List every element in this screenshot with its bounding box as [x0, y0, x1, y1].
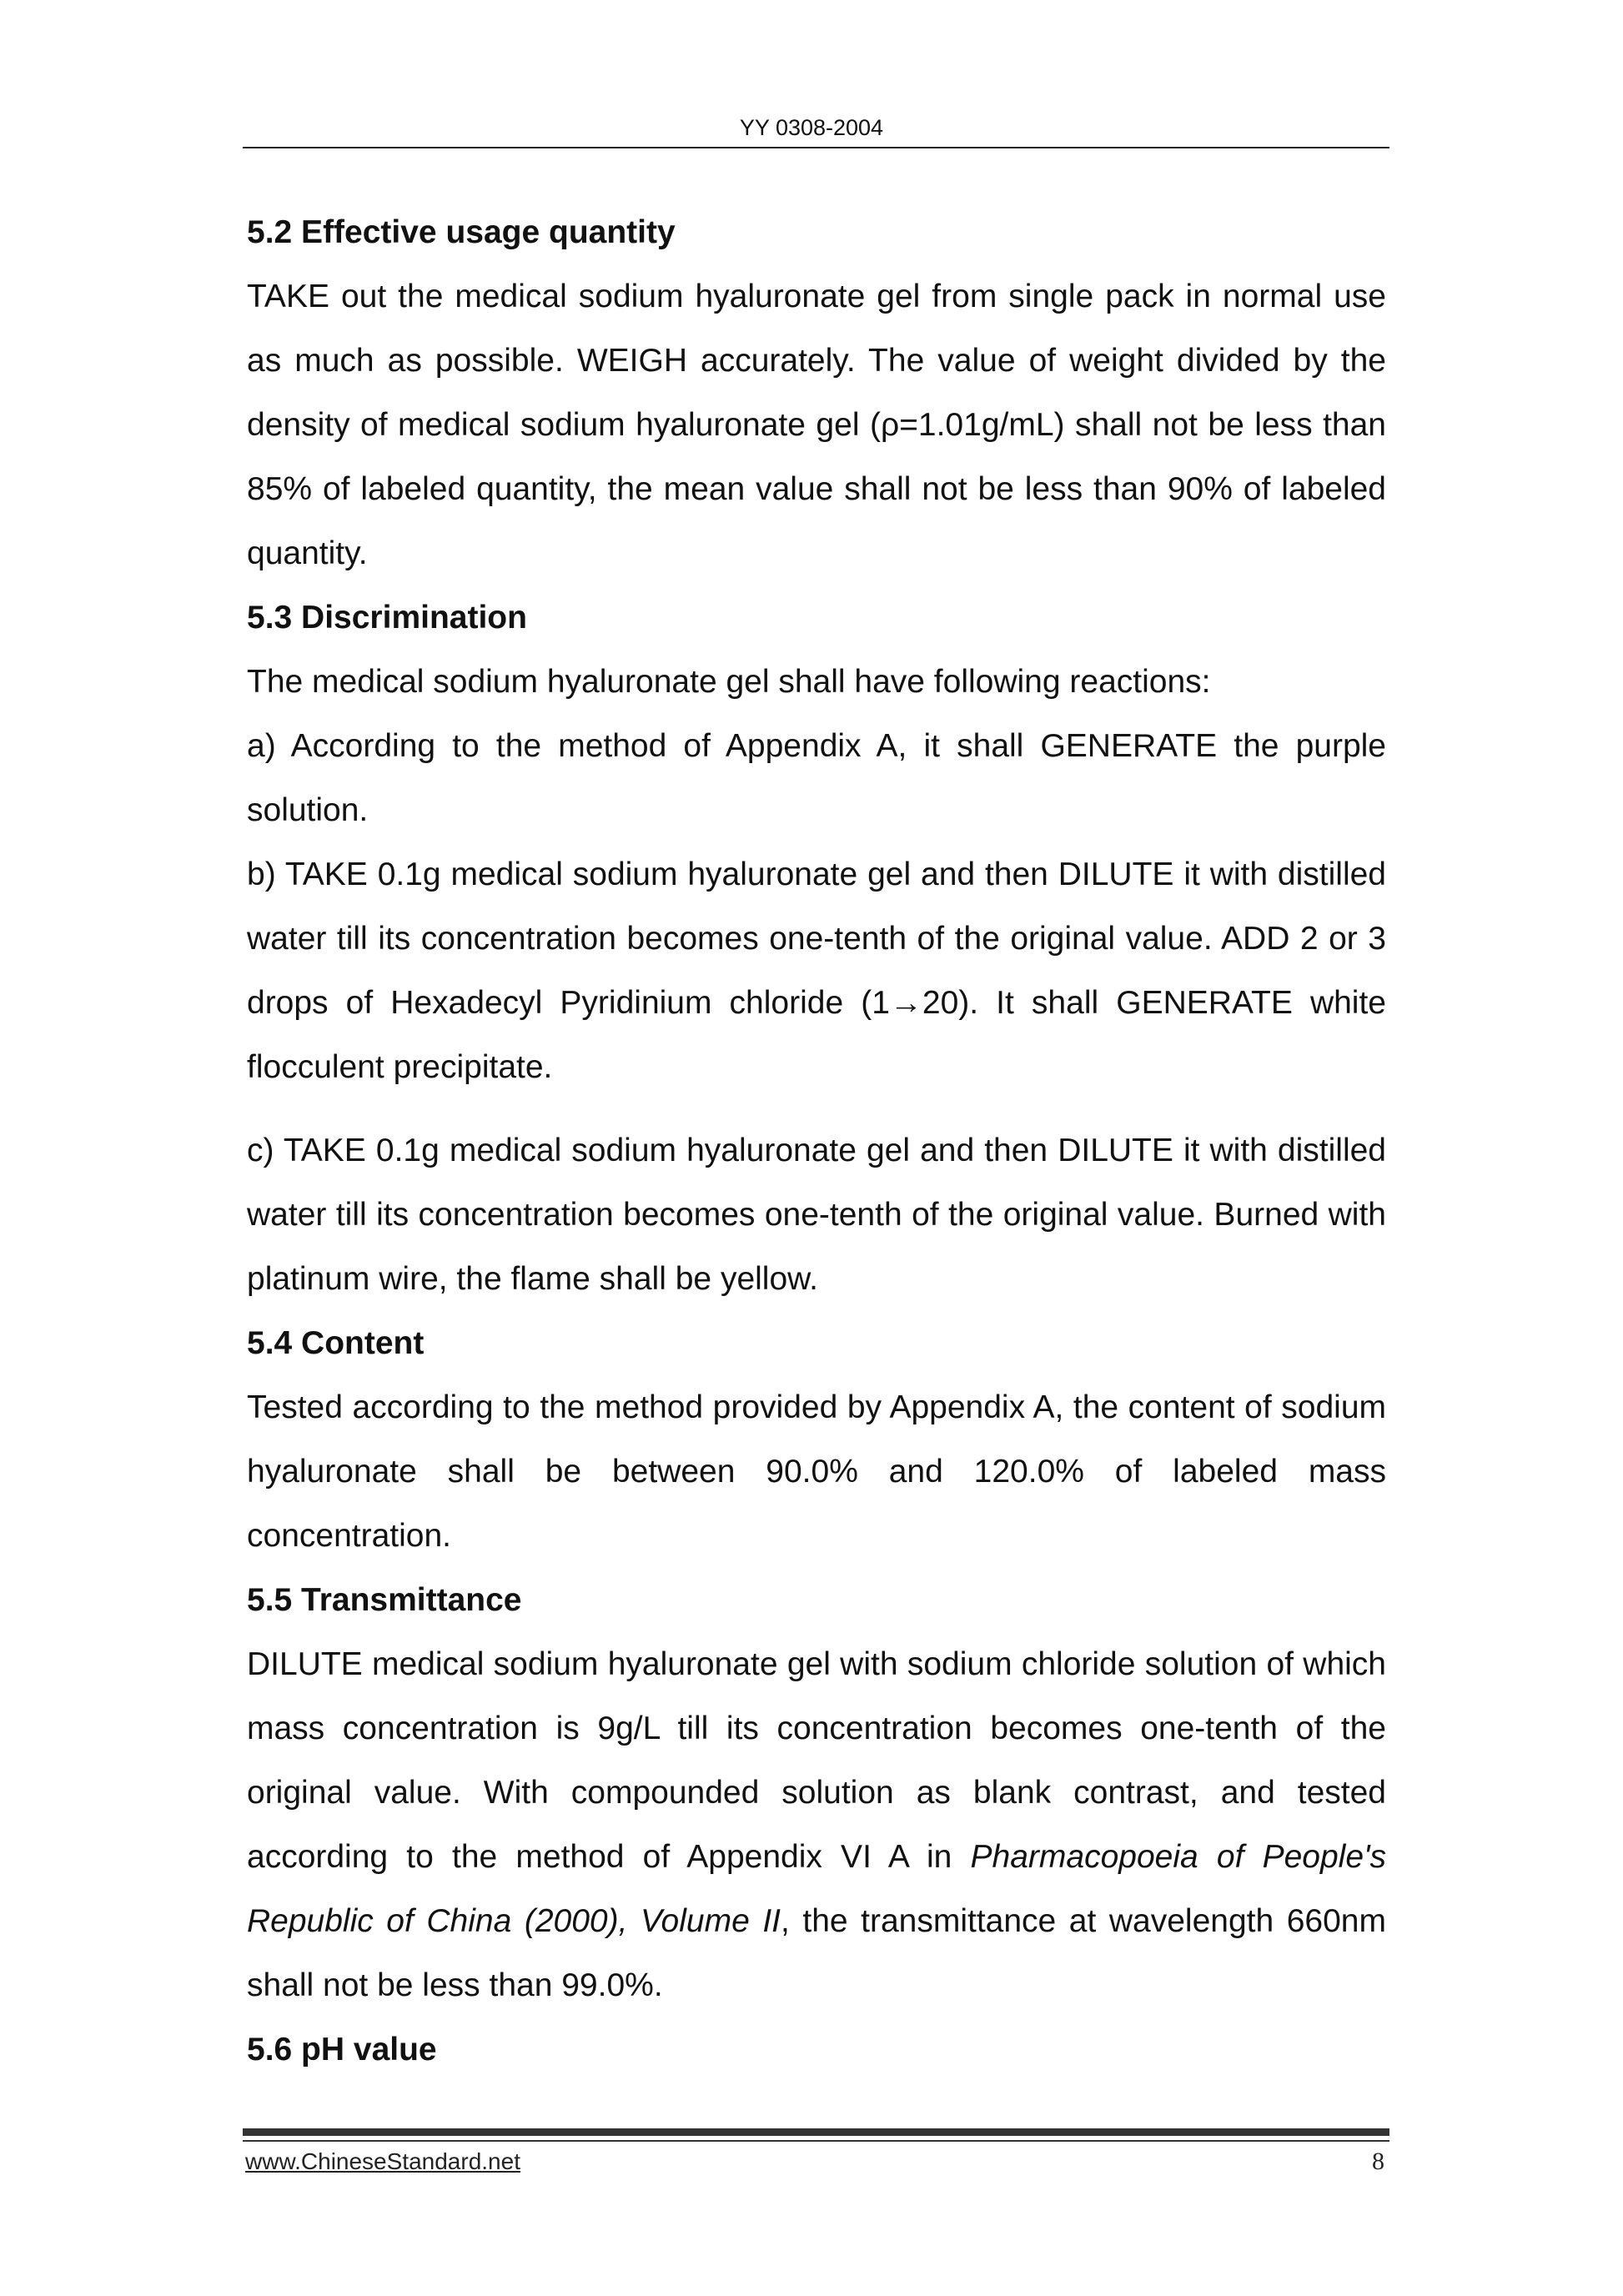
footer-divider-thin — [243, 2140, 1389, 2142]
section-body-5-5 — [247, 1632, 1386, 2017]
document-code-header: YY 0308-2004 — [739, 115, 884, 140]
section-body-5-2: TAKE out the medical sodium hyaluronate gel from single pack in normal use as much as possible. WEIGH accurately. The value of weight divided by the density of medical sodium hyaluronate gel (ρ=1.01g/mL) shall not be less than 85% of labeled quantity, the mean value shall not be less than 90% of labeled quantity. — [247, 279, 1386, 571]
pharmacopoeia-citation: Pharmacopoeia of People's Republic of China (2000), Volume II — [247, 1839, 1386, 1939]
page-number: 8 — [1372, 2148, 1384, 2175]
list-item-b: b) TAKE 0.1g medical sodium hyaluronate gel and then DILUTE it with distilled water till its concentration becomes one-tenth of the original value. ADD 2 or 3 drops of Hexadecyl Pyridinium chloride (1→20). It shall GENERATE white flocculent precipitate. — [247, 857, 1386, 1085]
list-item-c: c) TAKE 0.1g medical sodium hyaluronate gel and then DILUTE it with distilled water till its concentration becomes one-tenth of the original value. Burned with platinum wire, the flame shall be yellow. — [247, 1133, 1386, 1297]
section-heading-5-2: 5.2 Effective usage quantity — [247, 214, 676, 250]
section-heading-5-4: 5.4 Content — [247, 1325, 425, 1361]
page-content — [247, 200, 1386, 2082]
body-text-start: DILUTE medical sodium hyaluronate gel with sodium chloride solution of which mass concentration is 9g/L till its concentration becomes one-tenth of the original value. With compounded solution as blank contrast, and tested according to the method of Appendix VI A in — [247, 1646, 1386, 1875]
section-heading-5-5: 5.5 Transmittance — [247, 1582, 522, 1618]
footer-website-link[interactable]: www.ChineseStandard.net — [245, 2148, 520, 2174]
section-intro-5-3: The medical sodium hyaluronate gel shall have following reactions: — [247, 664, 1211, 700]
list-item-a: a) According to the method of Appendix A, it shall GENERATE the purple solution. — [247, 728, 1386, 828]
footer-divider-thick — [243, 2128, 1389, 2136]
section-heading-5-6: 5.6 pH value — [247, 2032, 437, 2067]
section-heading-5-3: 5.3 Discrimination — [247, 600, 527, 636]
body-text-end: , the transmittance at wavelength 660nm shall not be less than 99.0%. — [247, 1903, 1386, 2003]
header-divider — [243, 147, 1389, 148]
section-body-5-4: Tested according to the method provided by Appendix A, the content of sodium hyaluronate shall be between 90.0% and 120.0% of labeled mass concentration. — [247, 1389, 1386, 1554]
